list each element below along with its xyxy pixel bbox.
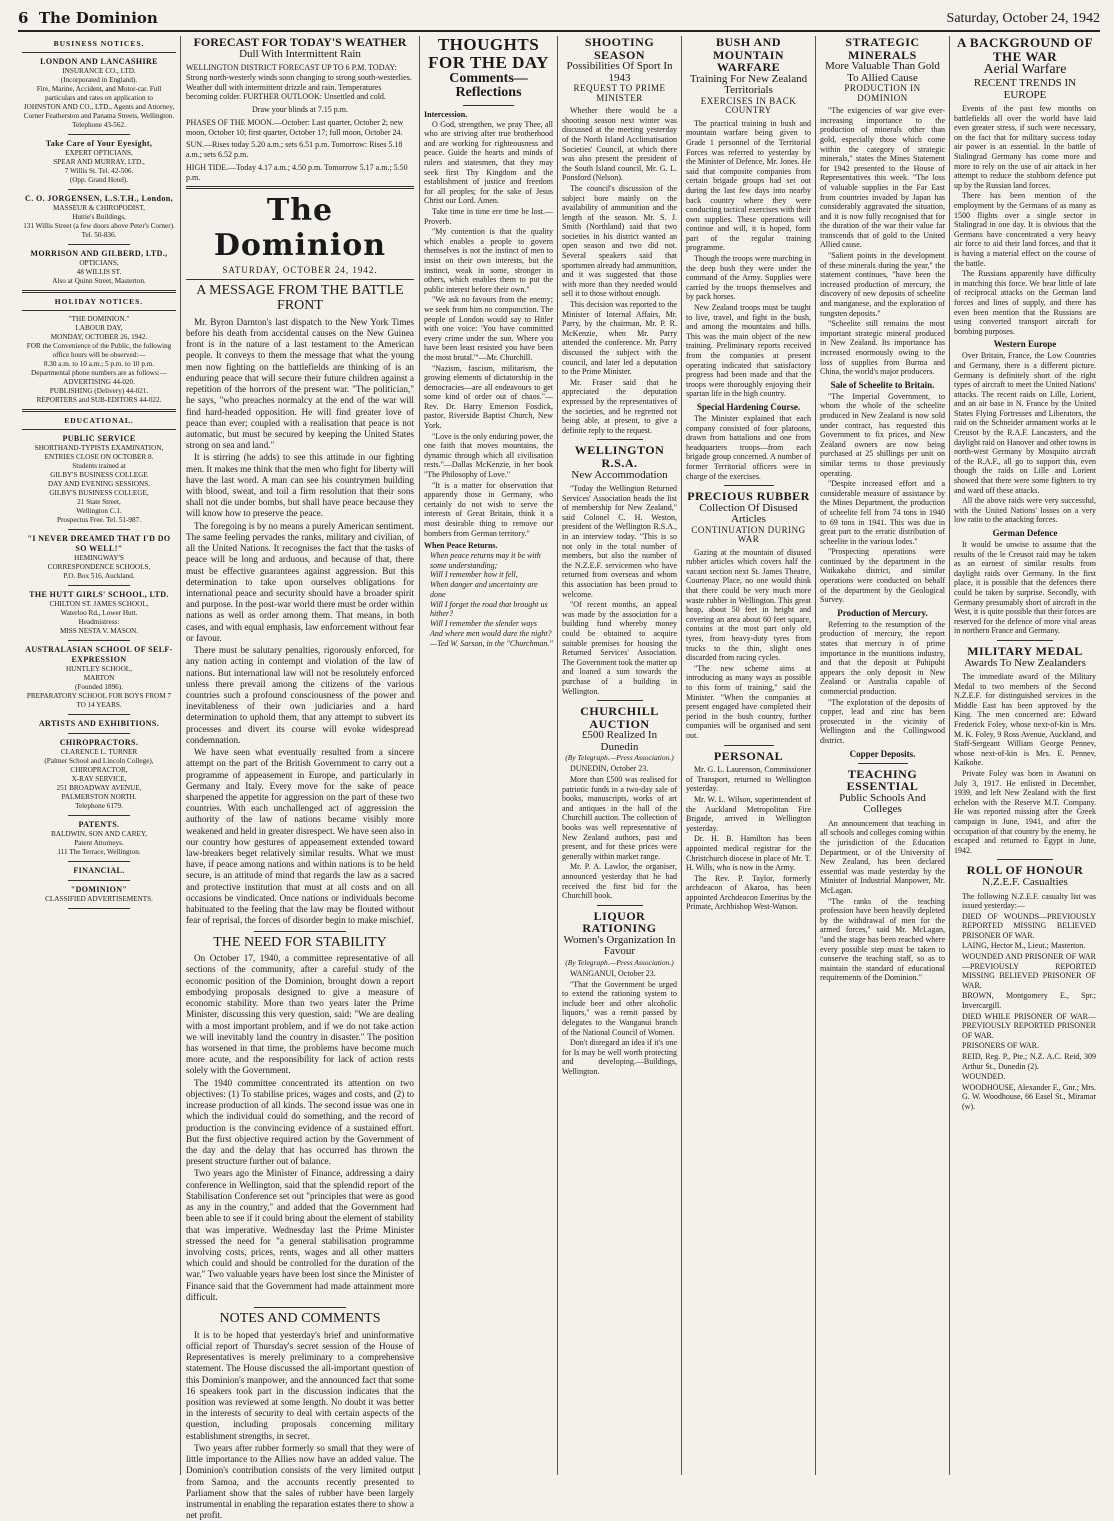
- ad-line: (Founded 1896).: [75, 683, 123, 691]
- editorial-headline: A MESSAGE FROM THE BATTLE FRONT: [196, 283, 404, 314]
- ad-line: GILBY'S BUSINESS COLLEGE,: [49, 489, 149, 497]
- teaching-body: [820, 819, 945, 983]
- auction-headline: CHURCHILL AUCTION: [580, 704, 659, 731]
- paragraph: Mr. W. L. Wilson, superintendent of the Auckland Metropolitan Fire Brigade, arrived in Wellington yesterday.: [686, 794, 811, 833]
- poem-body: [424, 551, 553, 649]
- thoughts-label: Intercession.: [424, 110, 468, 120]
- thought-paragraph: "My contention is that the quality which enables a people to govern themselves is not the instinct of men to insist on their own interests, but the instinct, weak in some, stronger in others, which enables them to put the public interest before their own.": [424, 227, 553, 294]
- column-thoughts: [420, 36, 558, 1475]
- ad-line: AUSTRALASIAN SCHOOL OF SELF-EXPRESSION: [25, 645, 173, 664]
- ad-line: JOHNSTON AND CO., LTD., Agents and Attorney,: [23, 103, 175, 111]
- newspaper-logo: The Dominion: [213, 193, 387, 264]
- ad-line: BALDWIN, SON AND CAREY,: [51, 830, 147, 838]
- ad-line: Waterloo Rd., Lower Hutt.: [60, 609, 138, 617]
- paragraph: This decision was reported to the Minister of Internal Affairs, Mr. Parry, by the chairman, Mr. P. R. McKenzie, when Mr. Parry attended the conference. Mr. Parry discussed the subject with the council, and later led a deputation to the Prime Minister.: [562, 300, 677, 377]
- paragraph: "The exploration of the deposits of copper, lead and zinc has been prosecuted in the vicinity of Wellington and the Collingwood district.: [820, 697, 945, 745]
- paragraph: An announcement that teaching in all schools and colleges coming within the jurisdiction of the Education Department, or of the University of New Zealand, has been declared essential was made yesterday by the Minister of Industrial Manpower, Mr. McLagan.: [820, 818, 945, 895]
- copper-section: Copper Deposits.: [849, 748, 916, 759]
- paragraph: "Today the Wellington Returned Services' Association heads the list of membership for New Zealand," said Colonel C. H. Weston, president of the Wellington R.S.A., in an interview today. "This is so not only in the total number of members, but also the number of the N.Z.E.F. servicemen who have returned from overseas and whom this association has been proud to welcome.: [562, 484, 677, 599]
- rubber-deck: CONTINUATION DURING WAR: [691, 524, 806, 545]
- paragraph: "The exigencies of war give ever-increasing importance to the production of minerals other than gold, especially those which come within the category of strategic minerals," states the Mines Statement for 1942 presented to the House of Representatives this week. "The loss of valuable supplies in the Far East from countries invaded by Japan has considerably aggravated the situation, and it is now fully recognised that for the duration of the war their value far transcends that of gold to the United Allied cause.: [820, 106, 945, 250]
- educational-ad: [22, 719, 176, 729]
- casualty-line: LAING, Hector M., Lieut.; Masterton.: [962, 941, 1086, 951]
- holiday-line: ADVERTISING 44-020.: [63, 378, 135, 386]
- casualty-line: REID, Reg. P., Pte.; N.Z. A.C. Reid, 309 Arthur St., Dunedin (2).: [962, 1052, 1096, 1071]
- weather-report: [186, 63, 414, 182]
- ad-line: OPTICIANS,: [79, 259, 119, 267]
- column-editorial: [181, 35, 420, 1521]
- ad-line: P.O. Box 516, Auckland.: [63, 572, 135, 580]
- section-heading: HOLIDAY NOTICES.: [54, 297, 144, 306]
- ad-line: C. O. JORGENSEN, L.S.T.H., London,: [25, 194, 173, 203]
- educational-ad: [22, 434, 176, 525]
- thoughts-body: [424, 120, 553, 539]
- ad-line: PALMERSTON NORTH.: [61, 793, 137, 801]
- stability-headline: THE NEED FOR STABILITY: [213, 934, 387, 950]
- rsa-subheadline: New Accommodation: [571, 468, 668, 481]
- paragraph: DUNEDIN, October 23.: [570, 764, 649, 774]
- stability-paragraph: On October 17, 1940, a committee representative of all sections of the community, after a careful study of the economic position of the Dominion, brought down a report embodying proposals designed to give a measure of economic stability. More than two years later the Prime Minister, discussing this very question, said: "We are dealing with a most important problem, and if we do not take action we will inevitably land the country in disaster." The position has worsened in that time, the problems have become much more acute, and the responsibility for lack of action rests solely with the Government.: [186, 953, 414, 1076]
- teaching-headline: TEACHING ESSENTIAL: [846, 766, 919, 794]
- ad-line: 251 BROADWAY AVENUE,: [56, 784, 142, 792]
- paragraph: "The Imperial Government, to whom the whole of the scheelite produced in New Zealand is now sold under contract, has requested this Government to fix prices, and New Zealand owners are now being purchased at 25 shillings per unit on similar terms to those previously operating.: [820, 391, 945, 478]
- notes-body: [186, 1330, 414, 1521]
- weather-line: Draw your blinds at 7.15 p.m.: [252, 105, 348, 115]
- editorial-paragraph: We have seen what eventually resulted from a sincere attempt on the part of the British Government to carry out a programme of appeasement in Europe, and particularly in Germany and Italy. Every move for the sake of peace sharpened the appetite for aggression on the part of these two countries. With each unchallenged act of aggression the authority of the law of nations became visibly more weakened and held in greater disrespect. We have seen also in our country how gestures of appeasement extended toward law-breakers beget relatively similar results. What we must have, if peace among nations and within nations is to be held secure, is an attitude of mind that regards the law as a sacred and protective institution that must at all costs and on all occasions be vindicated. Once nations or individuals become habituated to the feeling that the law may be flouted without fear of reprisal, the forces of disorder begin to make mischief.: [186, 747, 414, 926]
- liquor-headline: LIQUOR RATIONING: [582, 908, 657, 936]
- paragraph: There has been mention of the employment by the Germans of as many as 1500 flights over a single sector in Stalingrad in one day. It is obvious that the Germans have concentrated a very heavy air force to aid their land forces, and that it is having a material effect on the course of the battle.: [954, 191, 1096, 268]
- auction-byline: (By Telegraph.—Press Association.): [565, 753, 674, 763]
- paragraph: "Despite increased effort and a considerable measure of assistance by the Mines Department, the production of scheelite fell from 74 tons in 1940 to 69 tons in 1941. This was due in great part to the erratic distribution of scheelite in the various lodes.": [820, 479, 945, 546]
- educational-ad: [22, 820, 176, 857]
- ad-line: ENTRIES CLOSE ON OCTOBER 8.: [44, 453, 154, 461]
- ad-line: Students trained at: [72, 462, 126, 470]
- shooting-headline: SHOOTING SEASON: [584, 35, 655, 62]
- holiday-line: PUBLISHING (Delivery) 44-021.: [49, 387, 149, 395]
- casualty-line: WOUNDED AND PRISONER OF WAR—PREVIOUSLY REPORTED MISSING BELIEVED PRISONER OF WAR.: [962, 952, 1096, 990]
- paragraph: New Zealand troops must be taught to live, travel, and fight in the bush, and among the mountains and hills. This was the main object of the new training. Preliminary reports received from the companies at present operating indicated that satisfactory progress had been made and that the troops were thoroughly enjoying their spartan life in the high country.: [686, 303, 811, 399]
- bush-section: Special Hardening Course.: [696, 401, 801, 412]
- ad-line: Corner Featherston and Panama Streets, Wellington. Telephone 43-562.: [23, 112, 175, 129]
- minerals-section: Sale of Scheelite to Britain.: [830, 379, 935, 390]
- notes-headline: NOTES AND COMMENTS: [219, 1311, 381, 1327]
- casualty-line: The following N.Z.E.F. casualty list was issued yesterday:—: [962, 891, 1096, 911]
- shooting-subheadline: Possibilities Of Sport In 1943: [566, 60, 673, 84]
- section-heading: BUSINESS NOTICES.: [53, 39, 145, 48]
- ad-line: INSURANCE CO., LTD.: [62, 67, 136, 75]
- western-europe-section: Western Europe: [993, 339, 1057, 350]
- medal-body: [954, 672, 1096, 855]
- poem-line: Will I remember how it fell,: [430, 570, 518, 580]
- german-defence-body: [954, 540, 1096, 636]
- paragraph: The council's discussion of the subject bore mainly on the availability of ammunition and the length of the season. Mr. S. J. Smith (Northland) said that two societies in his district wanted an open season and two did not. Several speakers said that sportsmen already had ammunition, and it was suggested that those with more than they needed would sell it to those without enough.: [562, 183, 677, 299]
- ad-line: EXPERT OPTICIANS,: [65, 149, 133, 157]
- ad-line: PUBLIC SERVICE: [62, 434, 136, 443]
- business-ad: [22, 194, 176, 240]
- bush-deck: EXERCISES IN BACK COUNTRY: [700, 95, 797, 116]
- page-header: [18, 8, 1100, 32]
- ad-line: Prospectus Free. Tel. 51-987.: [56, 516, 141, 524]
- paragraph: Mr. Fraser said that he appreciated the deputation expressed by the representatives of the societies, and he regretted not being able, at present, to give a definite reply to the request.: [562, 377, 677, 435]
- paragraph: "Salient points in the development of these minerals during the year," the statement continues, "have been the increased production of mercury, the discovery of new deposits of scheelite and manganese, and the exploration of tungsten deposits.": [820, 251, 945, 318]
- thought-paragraph: "Love is the only enduring power, the one faith that moves mountains, the dynamic through which all civilisation rests."—Dallas McKenzie, in her book "The Philosophy of Love.": [424, 431, 553, 480]
- column-news-c: [816, 36, 950, 1475]
- ad-line: 21 State Street,: [77, 498, 121, 506]
- thought-paragraph: Take time in time ere time be lost.—Proverb.: [424, 207, 553, 226]
- casualty-line: DIED OF WOUNDS—PREVIOUSLY REPORTED MISSING BELIEVED PRISONER OF WAR.: [962, 911, 1096, 940]
- western-europe-body: [954, 351, 1096, 525]
- shooting-deck: REQUEST TO PRIME MINISTER: [573, 83, 666, 103]
- paragraph: Though the troops were marching in the deep bush they were under the command of the Army. Supplies were carried by the troops themselves and by pack horses.: [686, 254, 811, 302]
- ad-line: PREPARATORY SCHOOL FOR BOYS FROM 7 TO 14 YEARS.: [26, 692, 172, 709]
- bush-body-2: [686, 414, 811, 481]
- ad-line: X-RAY SERVICE,: [71, 775, 127, 783]
- editorial-body: [186, 317, 414, 927]
- ad-line: HUNTLEY SCHOOL,: [65, 665, 132, 673]
- paragraph: Mr. G. L. Laurenson, Commissioner of Transport, returned to Wellington yesterday.: [686, 765, 811, 794]
- business-ad: [22, 249, 176, 286]
- ad-line: CHILTON ST. JAMES SCHOOL,: [49, 600, 149, 608]
- editorial-paragraph: It is stirring (he adds) to see this attitude in our fighting men. It makes me think that the men who fight for liberty will have the last word. A man can see his countrymen building with blood, sweat, and toil a firm resolution that their sons shall not die under bombs, but shall have peace because they will know how to preserve the peace.: [186, 452, 414, 519]
- shooting-body: [562, 106, 677, 435]
- weather-subheadline: Dull With Intermittent Rain: [239, 47, 361, 60]
- paragraph: The Russians apparently have difficulty in matching this force. We hear little of late of reciprocal attacks on the German land forces and lines of supply, and there has even been mention that the Russians are using converted transport aircraft for bombing purposes.: [954, 269, 1096, 336]
- paragraph: "Of recent months, an appeal was made by the association for a building fund whereby money could be obtained to acquire suitable premises for housing the Returned Services' Association. The Government took the matter up and loaned a sum towards the purchase of a building in Wellington.: [562, 600, 677, 696]
- educational-ad: [22, 645, 176, 710]
- ad-line: DAY AND EVENING SESSIONS.: [47, 480, 151, 488]
- paragraph: Private Foley was born in Awatuni on July 3, 1917. He enlisted in December, 1939, and left New Zealand with the first echelon with the Reserve M.T. Company. He was reported missing after the Greek campaign in June, 1941, and after the occupation of that country by the enemy, he escaped and returned to Egypt in June, 1942.: [954, 769, 1096, 855]
- paragraph: "The ranks of the teaching profession have been heavily depleted by the withdrawal of men for the armed forces," said Mr. McLagan, "and the stage has been reached where every possible step must be taken to conserve the teaching staff, so as to maintain the standard of educational requirements of the Dominion.": [820, 896, 945, 983]
- stability-paragraph: The 1940 committee concentrated its attention on two objectives: (1) To stabilise prices, wages and costs, and (2) to increase production of all kinds. The second issue was one in which the individual could do something, and the record of production is the convincing evidence of a sustained effort. But the first objective required action by the Government of the day and the delay that has occurred has thrown the present structure further out of balance.: [186, 1077, 414, 1167]
- honour-body: [954, 892, 1096, 1112]
- ad-line: THE HUTT GIRLS' SCHOOL, LTD.: [29, 590, 169, 599]
- ad-line: Take Care of Your Eyesight,: [45, 139, 153, 148]
- poem-line: Will I remember the slender ways: [430, 619, 538, 629]
- ad-line: CHIROPRACTORS.: [59, 738, 139, 747]
- thought-paragraph: O God, strengthen, we pray Thee, all who are striving after true brotherhood and are working for righteousness and peace. Guide the hearts and minds of rulers and statesmen, that they may seek first Thy Kingdom and the establishment of justice and freedom for all peoples; for the sake of Jesus Christ our Lord. Amen.: [424, 119, 553, 206]
- ad-line: HEMINGWAY'S: [74, 554, 124, 562]
- editorial-paragraph: Mr. Byron Darnton's last dispatch to the New York Times before his death from accidental causes on the New Guinea front is in the nature of a last testament to the American people. It conveys to them the message that what the young men now fighting on the battlefields are thinking of is an enduring peace that will secure their future children against a repetition of the horrors of the present war. "The politician," he says, "who preaches normalcy at the end of the war will find hard-headed opposition. He will find greater love of peace than ever; coupled with a realisation that peace is not automatic, but must be secured by keeping the United States strong on sea and land.": [186, 316, 414, 451]
- ad-line: 48 WILLIS ST.: [76, 268, 122, 276]
- paragraph: The Rev. P. Taylor, formerly archdeacon of Akaroa, has been appointed Archdeacon Emeritus by the Primate, Archbishop West-Watson.: [686, 873, 811, 912]
- poem-line: When peace returns may it be with some understanding;: [430, 550, 541, 570]
- educational-list: [22, 434, 176, 909]
- ad-line: 131 Willis Street (a few doors above Peter's Corner). Tel. 50-836.: [23, 222, 175, 239]
- thought-paragraph: "We ask no favours from the enemy; we seek from him no compunction. The people of London would say to Hitler with one voice: 'You have committed every crime under the sun. Where you have been least resisted you have been the most brutal.'"—Mr. Churchill.: [424, 295, 553, 362]
- german-defence-section: German Defence: [992, 528, 1058, 538]
- ad-line: LONDON AND LANCASHIRE: [40, 57, 158, 66]
- minerals-subheadline: More Valuable Than Gold To Allied Cause: [825, 60, 940, 84]
- ad-line: GILBY'S BUSINESS COLLEGE: [50, 471, 148, 479]
- ad-line: CHIROPRACTOR,: [70, 766, 128, 774]
- poem-line: And where men would dare the night?: [430, 628, 552, 638]
- paragraph: Dr. H. B. Hamilton has been appointed medical registrar for the Christchurch diocese in place of Mr. T. H. Wills, who is now in the Army.: [686, 834, 811, 873]
- column-news-d: [950, 36, 1100, 1475]
- column-news-a: [558, 36, 682, 1475]
- minerals-headline: STRATEGIC MINERALS: [845, 35, 920, 62]
- paragraph: All the above raids were very successful, with the United Nations' losses on a very low ratio to the attacking forces.: [954, 496, 1096, 525]
- weather-headline: FORECAST FOR TODAY'S WEATHER: [193, 35, 407, 49]
- column-news-b: [682, 36, 816, 1475]
- paragraph: WANGANUI, October 23.: [570, 969, 656, 979]
- paragraph: "Prospecting operations were continued by the department in the Waikakaho district, and similar operations were conducted on behalf of the department by the Geological Survey.: [820, 547, 945, 605]
- rubber-body: [686, 548, 811, 741]
- ad-line: (Incorporated in England).: [60, 76, 138, 84]
- bush-subheadline: Training For New Zealand Territorials: [689, 72, 808, 97]
- teaching-subheadline: Public Schools And Colleges: [839, 791, 926, 816]
- liquor-byline: (By Telegraph.—Press Association.): [565, 958, 674, 968]
- personal-headline: PERSONAL: [713, 748, 784, 763]
- holiday-line: MONDAY, OCTOBER 26, 1942.: [50, 333, 148, 341]
- ad-line: Patent Attorneys.: [74, 839, 124, 847]
- paragraph: The immediate award of the Military Medal to two members of the Second N.Z.E.F. for distinguished services in the Middle East has been approved by the King. The men concerned are: Edward Frederick Foley, whose next-of-kin is Mrs. M. K. Foley, 9 Ross Avenue, Auckland, and Staff-Sergeant William George Pennev, whose next-of-kin is Mrs. E. Pennev, Kaikohe.: [954, 672, 1096, 768]
- holiday-line: 8.30 a.m. to 10 a.m.; 5 p.m. to 10 p.m.: [43, 360, 155, 368]
- thought-paragraph: "Nazism, fascism, militarism, the growing elements of dictatorship in the democracies—are all endeavours to get some kind of order out of chaos."—Rev. Dr. Harry Emerson Fosdick, pastor, Riverside Baptist Church, New York.: [424, 363, 553, 431]
- ad-line: (Palmer School and Lincoln College),: [44, 757, 154, 765]
- paragraph: Gazing at the mountain of disused rubber articles which covers half the vacant section next St. James Theatre, Courtenay Place, no one would think that there could be very much more waste rubber in Wellington. This great heap, about 50 feet in height and covering an area about 60 feet square, contains at the most part only old tyres, from heavy-duty tyres from trucks to the thin, slight ones discarded from racing cycles.: [686, 547, 811, 663]
- paragraph: Mr. P. A. Lawlor, the organiser, announced yesterday that he had received the first bid for the Churchill book.: [562, 862, 677, 901]
- rsa-headline: WELLINGTON R.S.A.: [574, 443, 665, 470]
- personal-body: [686, 765, 811, 912]
- ad-line: ARTISTS AND EXHIBITIONS.: [38, 719, 160, 728]
- minerals-body: [820, 106, 945, 377]
- liquor-subheadline: Women's Organization In Favour: [563, 933, 676, 958]
- paragraph: Events of the past few months on battlefields all over the world have laid even greater stress, if such were necessary, on the fact that for military success today air power is an essential. In the battle of Stalingrad Germany has come more and more to rely on the use of air attack in her attempt to reduce the stubborn defence put up by the Russian land forces.: [954, 104, 1096, 190]
- holiday-notice: [22, 315, 176, 405]
- mercury-body: [820, 620, 945, 746]
- ad-line: SHORTHAND-TYPISTS EXAMINATION,: [34, 444, 164, 452]
- holiday-line: Departmental phone numbers are as follows:—: [31, 369, 167, 377]
- ad-line: SPEAR AND MURRAY, LTD.,: [53, 158, 145, 166]
- honour-headline: ROLL OF HONOUR: [966, 863, 1084, 878]
- paragraph: The practical training in bush and mountain warfare being given to Grade 1 personnel of the Territorial Forces was referred to yesterday by the Minister of Defence, Mr. Jones. He said that composite companies from certain brigade groups had set out during the last few days into nearby back country where they were conducting tactical exercises with their own supplies. These operations will continue and will, it is hoped, form part of the regular training programme.: [686, 118, 811, 253]
- paragraph: "Scheelite still remains the most important strategic mineral produced in New Zealand. Its importance has increased enormously owing to the loss of supplies from Burma and China, the world's major producers.: [820, 319, 945, 377]
- ad-line: Also at Quinn Street, Masterton.: [52, 277, 146, 285]
- minerals-deck: PRODUCTION IN DOMINION: [844, 83, 921, 103]
- thought-paragraph: "It is a matter for observation that apparently those in Germany, who certainly do not wish to serve the interests of Great Britain, think it a most desirable thing to remove our bombers from German territory.": [424, 480, 553, 538]
- poem-line: When danger and uncertainty are done: [430, 580, 538, 599]
- poem-line: —Ted W. Sarson, in the "Churchman.": [430, 638, 553, 648]
- poem-line: Will I forget the road that brought us hither?: [430, 599, 548, 619]
- ad-line: 111 The Terrace, Wellington.: [57, 848, 141, 856]
- business-ad: [22, 57, 176, 130]
- bush-body: [686, 119, 811, 399]
- bush-headline: BUSH AND MOUNTAIN WARFARE: [712, 35, 785, 75]
- rubber-headline: PRECIOUS RUBBER: [687, 489, 810, 504]
- ad-line: (Opp. Grand Hotel).: [69, 176, 129, 184]
- business-ad: [22, 139, 176, 185]
- ads-list: [22, 57, 176, 286]
- thoughts-subheadline: Comments—Reflections: [449, 70, 528, 101]
- auction-subheadline: £500 Realized In Dunedin: [581, 729, 658, 753]
- ad-line: "I NEVER DREAMED THAT I'D DO SO WELL!": [27, 534, 171, 553]
- holiday-line: "THE DOMINION.": [68, 315, 130, 323]
- weather-line: PHASES OF THE MOON.—October: Last quarter, October 2; new moon, October 10; first quarter, October 17; full moon, October 24.: [186, 117, 404, 137]
- holiday-line: FOR the Convenience of the Public, the following office hours will be observed:—: [26, 342, 172, 359]
- paragraph: It would be unwise to assume that the results of the le Creusot raid may be taken as an earnest of similar results from daylight raids over Germany. In the first place, it is possible that the defences there could be taken by surprise. Secondly, with Germany presumably short of aircraft in the West, it is quite possible that their forces are reserved for the defence of more vital areas in northern France and Germany.: [954, 540, 1096, 636]
- ad-line: 7 Willis St. Tel. 42-506.: [64, 167, 134, 175]
- ad-line: MARTON: [83, 674, 115, 682]
- ad-line: MORRISON AND GILBERD, LTD.,: [30, 249, 168, 258]
- editorial-paragraph: The foregoing is by no means a purely American sentiment. The same feeling pervades the ranks, military and civilian, of all the United Nations. It recognises the fact that the tasks of peace will be long and arduous, and because of that, there must be effective guarantees against aggression. But this determination to take upon ourselves obligations for international peace and security should have a broader spirit and purpose. In the post-war world there must be order within nations as well as order among them. That means, in both cases, and with equal emphasis, law enforcement without fear or favour.: [186, 520, 414, 643]
- ad-line: CORRESPONDENCE SCHOOLS,: [47, 563, 151, 571]
- notes-paragraph: Two years after rubber formerly so small that they were of little importance to the Allies now have an added value. The Dominion's contribution consists of the very limited output from Samoa, and the accounts recently presented to Parliament show that the sales of rubber have been largely instrumental in enabling the reparation estates there to show a net profit.: [186, 1442, 414, 1521]
- stability-body: [186, 953, 414, 1303]
- educational-ad: [22, 534, 176, 581]
- weather-line: HIGH TIDE.—Today 4.17 a.m.; 4.50 p.m. Tomorrow 5.17 a.m.; 5.50 p.m.: [186, 162, 408, 182]
- medal-headline: MILITARY MEDAL: [967, 643, 1083, 658]
- holiday-line: LABOUR DAY,: [75, 324, 123, 332]
- ad-line: PATENTS.: [78, 820, 120, 829]
- page-number-title: 6 The Dominion: [18, 9, 158, 27]
- medal-subheadline: Awards To New Zealanders: [964, 656, 1086, 669]
- casualty-line: WOUNDED.: [962, 1072, 1006, 1082]
- auction-body: [562, 764, 677, 900]
- ad-line: MASSEUR & CHIROPODIST,: [53, 204, 145, 212]
- ad-line: Huttie's Buildings,: [72, 213, 126, 221]
- ad-line: Telephone 6179.: [75, 802, 123, 810]
- thoughts-headline: THOUGHTS FOR THE DAY: [428, 35, 549, 72]
- poem-label: When Peace Returns.: [424, 541, 498, 551]
- rubber-subheadline: Collection Of Disused Articles: [699, 501, 798, 526]
- ad-line: FINANCIAL.: [73, 866, 125, 875]
- ad-line: Fire, Marine, Accident, and Motor-car. Full particulars and rates on application to: [36, 85, 162, 102]
- stability-paragraph: Two years ago the Minister of Finance, addressing a dairy conference in Wellington, said that the splendid report of the Stabilisation Conference set out "principles that were as good as any in the country," and added that the Government had been able to see if it could bring about the element of stability that was imperative. Wednesday last the Prime Minister stressed the need for "a general stabilisation programme involving costs, prices, rents, wages and all other matters which could and should be controlled for the duration of the war." Two valuable years have been lost since the Minister of Finance said that the Government had made attainment more difficult.: [186, 1168, 414, 1302]
- paragraph: Referring to the resumption of the production of mercury, the report states that mercury is of prime importance in the munitions industry, and that the deposit at Puhipuhi appears the only deposit in New Zealand or Australia capable of commercial production.: [820, 619, 945, 696]
- paragraph: Whether there would be a shooting season next winter was discussed at the meeting yesterday of the North Island Acclimatisation Societies' Council, at which there was also present the president of the South Island council, Mr. G. L. Ponsford (Nelson).: [562, 106, 677, 183]
- honour-subheadline: N.Z.E.F. Casualties: [982, 875, 1068, 888]
- paragraph: Don't disregard an idea if it's one for Is may be well worth protecting and developing.—Buildings, Wellington.: [562, 1038, 677, 1076]
- ad-line: CLARENCE L. TURNER: [60, 748, 138, 756]
- ad-line: MISS NESTA V. MASON.: [59, 627, 139, 635]
- liquor-body: [562, 969, 677, 1077]
- paragraph: "That the Government be urged to extend the rationing system to include beer and other alcoholic liquors," was a remit passed by delegates to the Wanganui branch of the National Council of Women.: [562, 979, 677, 1037]
- paragraph: Over Britain, France, the Low Countries and Germany, there is a different picture. Germany is definitely short of the right types of aircraft to meet the United Nations' attacks. The recent raids on Lille, Lorient, and an air base in N. France by the United States Flying Fortresses and Liberators, the raid on the Schneider armament works at le Creusot by the R.A.F. Lancasters, and the daylight raid on Hanover and other towns in north-west Germany by Mosquito aircraft of the R.A.F., all go to support this, even though the raids on Lille and Lorient showed that there were some fighters to try and ward off these attacks.: [954, 351, 1096, 495]
- background-deck: RECENT TRENDS IN EUROPE: [973, 76, 1077, 101]
- weather-line: WELLINGTON DISTRICT FORECAST UP TO 6 P.M. TODAY: Strong north-westerly winds soon changing to strong south-westerlies. Weather dull with intermittent drizzle and rain. Temperatures becoming colder. FURTHER OUTLOOK: Unsettled and cold.: [186, 63, 412, 102]
- paragraph: More than £500 was realised for patriotic funds in a two-day sale of books, manuscripts, works of art and antiques in the hall of the Churchill auction. The collection of books was well representative of New Zealand authors, past and present, and for these prices were generally within market range.: [562, 775, 677, 861]
- minerals-body-2: [820, 392, 945, 605]
- educational-ad: [22, 885, 176, 904]
- casualty-line: PRISONERS OF WAR.: [962, 1041, 1039, 1051]
- notes-paragraph: It is to be hoped that yesterday's brief and uninformative official report of Thursday's secret session of the House of Representatives is merely preliminary to a comprehensive statement. The House discussed the all-important question of this Dominion's manpower, and the announced fact that some 16 speakers took part in the discussion indicates that the position was reviewed at some length. No doubt it was better in the interests of security to deal with certain aspects of the question, including proposals concerning military establishment strengths, in secret.: [186, 1329, 414, 1441]
- casualty-line: BROWN, Montgomery E., Spr.; Invercargill.: [962, 991, 1096, 1011]
- ad-line: Wellington C.1.: [76, 507, 122, 515]
- weather-line: SUN.—Rises today 5.20 a.m.; sets 6.51 p.m. Tomorrow: Rises 5.18 a.m.; sets 6.52 p.m.: [186, 140, 403, 160]
- casualty-line: WOODHOUSE, Alexander F., Gnr.; Mrs. G. W. Woodhouse, 66 Easel St., Miramar (w).: [962, 1082, 1096, 1111]
- background-headline: A BACKGROUND OF THE WAR: [956, 35, 1094, 64]
- edition-date: SATURDAY, OCTOBER 24, 1942.: [222, 265, 378, 276]
- background-subheadline: Aerial Warfare: [983, 62, 1067, 78]
- column-business-notices: [18, 36, 181, 1475]
- editorial-paragraph: There must be salutary penalties, rigorously enforced, for any nation acting in contempt and violation of the law of nations. But international law will not be resolutely enforced unless there prevail among the citizens of the various countries such a profound consciousness of the power and inevitableness of their own judiciaries and a hard determination to uphold them, that any attempt to subvert its processes and divert its course will evoke widespread condemnation.: [186, 645, 414, 745]
- holiday-line: REPORTERS and SUB-EDITORS 44-022.: [36, 396, 162, 404]
- page-date: Saturday, October 24, 1942: [946, 11, 1100, 26]
- educational-ad: [22, 738, 176, 811]
- background-body: [954, 104, 1096, 336]
- section-heading: EDUCATIONAL.: [64, 416, 134, 425]
- paragraph: "The new scheme aims at introducing as many ways as possible to this form of training," said the Minister. "When the companies at present engaged have completed their period in the bush country, further companies will be organised and sent out.: [686, 663, 811, 740]
- educational-ad: [22, 590, 176, 636]
- educational-ad: [22, 866, 176, 876]
- ad-line: CLASSIFIED ADVERTISEMENTS.: [45, 895, 153, 903]
- casualty-line: DIED WHILE PRISONER OF WAR—PREVIOUSLY REPORTED PRISONER OF WAR.: [962, 1011, 1096, 1040]
- mercury-section: Production of Mercury.: [837, 607, 928, 618]
- paragraph: The Minister explained that each company consisted of four platoons, drawn from battalions and one from headquarters troops—from each brigade group concerned. A number of former Territorial officers were in charge of the exercises.: [686, 413, 811, 481]
- ad-line: "DOMINION": [70, 885, 128, 894]
- rsa-body: [562, 484, 677, 696]
- ad-line: Headmistress:: [78, 618, 120, 626]
